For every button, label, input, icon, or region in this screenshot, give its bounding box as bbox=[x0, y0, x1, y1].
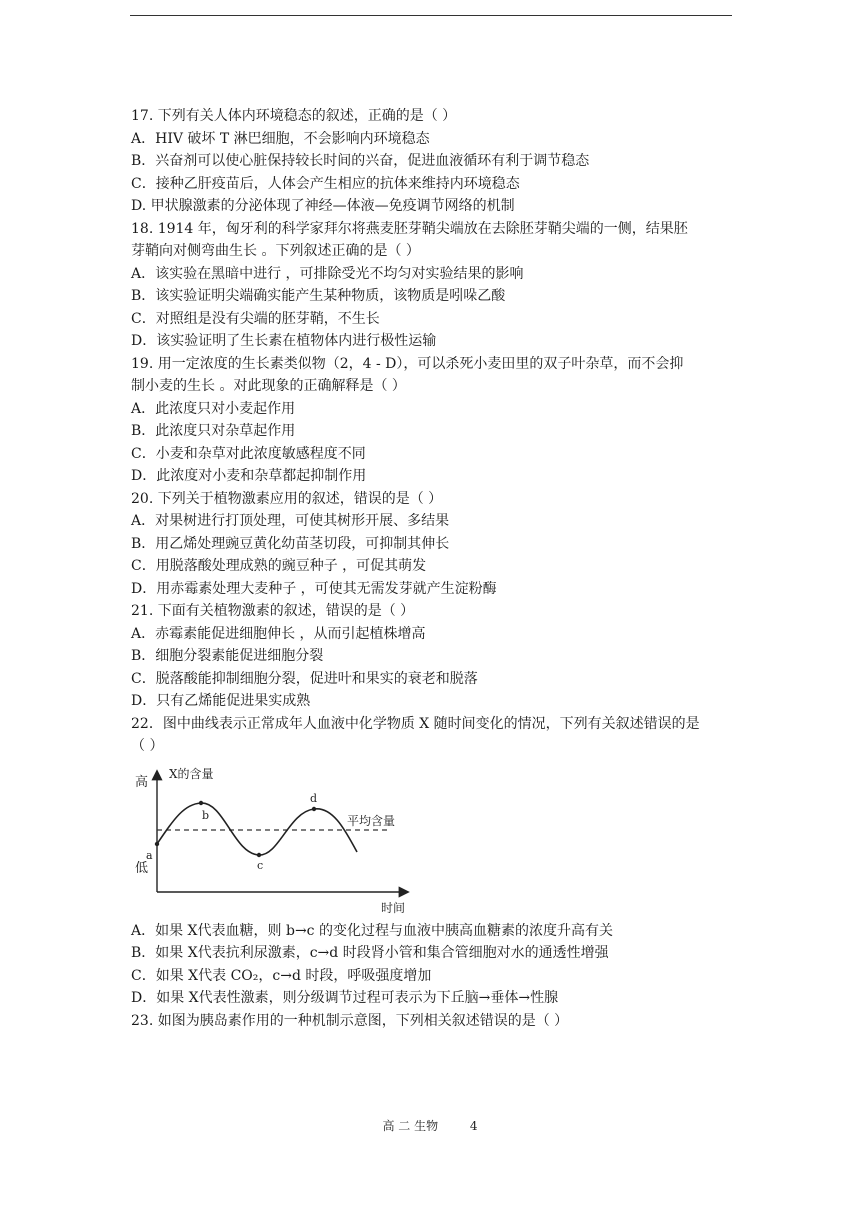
text-line: D. 甲状腺激素的分泌体现了神经—体液—免疫调节网络的机制 bbox=[131, 198, 515, 214]
point-a bbox=[155, 841, 159, 845]
footer-subject: 高 二 生物 bbox=[382, 1119, 439, 1133]
label-c: c bbox=[257, 858, 264, 872]
text-line: 19. 用一定浓度的生长素类似物（2，4 - D），可以杀死小麦田里的双子叶杂草，而不会抑 bbox=[131, 355, 684, 372]
text-line: D．该实验证明了生长素在植物体内进行极性运输 bbox=[131, 333, 437, 349]
text-line: B．如果 X代表抗利尿激素，c→d 时段肾小管和集合管细胞对水的通透性增强 bbox=[131, 945, 609, 961]
page-footer bbox=[0, 1117, 860, 1134]
text-line: 制小麦的生长 。对此现象的正确解释是（ ） bbox=[131, 378, 406, 394]
text-line: 17. 下列有关人体内环境稳态的叙述，正确的是（ ） bbox=[131, 108, 457, 124]
text-line: B．该实验证明尖端确实能产生某种物质，该物质是吲哚乙酸 bbox=[131, 288, 506, 304]
average-label: 平均含量 bbox=[347, 813, 396, 828]
text-line: C．用脱落酸处理成熟的豌豆种子 ，可促其萌发 bbox=[131, 558, 427, 574]
text-line: C．对照组是没有尖端的胚芽鞘，不生长 bbox=[131, 310, 380, 327]
text-line: B．细胞分裂素能促进细胞分裂 bbox=[131, 648, 324, 664]
question-22-options-and-23 bbox=[131, 920, 735, 1033]
y-axis-title: X的含量 bbox=[169, 766, 214, 781]
text-line: 20. 下列关于植物激素应用的叙述，错误的是（ ） bbox=[131, 490, 443, 507]
label-d: d bbox=[310, 791, 318, 805]
text-line: B．用乙烯处理豌豆黄化幼苗茎切段，可抑制其伸长 bbox=[131, 535, 450, 552]
text-line: A．HIV 破坏 T 淋巴细胞，不会影响内环境稳态 bbox=[131, 130, 430, 147]
text-line: A．该实验在黑暗中进行 ，可排除受光不均匀对实验结果的影响 bbox=[131, 265, 524, 282]
page-number: 4 bbox=[469, 1119, 478, 1133]
text-line: B．兴奋剂可以使心脏保持较长时间的兴奋，促进血液循环有利于调节稳态 bbox=[131, 153, 590, 169]
text-line: D．如果 X代表性激素，则分级调节过程可表示为下丘脑→垂体→性腺 bbox=[131, 990, 559, 1006]
text-line: A．如果 X代表血糖，则 b→c 的变化过程与血液中胰高血糖素的浓度升高有关 bbox=[131, 922, 613, 939]
text-line: A．对果树进行打顶处理，可使其树形开展、多结果 bbox=[131, 513, 450, 529]
x-content-graph bbox=[129, 764, 429, 914]
text-line: A．此浓度只对小麦起作用 bbox=[131, 400, 296, 417]
text-line: D．用赤霉素处理大麦种子 ，可使其无需发芽就产生淀粉酶 bbox=[131, 580, 497, 597]
text-line: 18. 1914 年，匈牙利的科学家拜尔将燕麦胚芽鞘尖端放在去除胚芽鞘尖端的一侧，结果胚 bbox=[131, 220, 688, 237]
text-line: C．小麦和杂草对此浓度敏感程度不同 bbox=[131, 445, 366, 462]
header-rule bbox=[130, 15, 732, 16]
text-line: 23. 如图为胰岛素作用的一种机制示意图，下列相关叙述错误的是（ ） bbox=[131, 1012, 569, 1029]
text-line: C．如果 X代表 CO₂，c→d 时段，呼吸强度增加 bbox=[131, 967, 432, 984]
x-curve bbox=[157, 802, 357, 854]
point-c bbox=[257, 852, 261, 856]
label-a: a bbox=[146, 848, 153, 862]
text-line: D．只有乙烯能促进果实成熟 bbox=[131, 693, 311, 709]
point-d bbox=[312, 806, 316, 810]
text-line: A．赤霉素能促进细胞伸长 ，从而引起植株增高 bbox=[131, 625, 426, 642]
questions-17-to-22 bbox=[131, 105, 735, 758]
text-line: B．此浓度只对杂草起作用 bbox=[131, 423, 296, 439]
graph-svg bbox=[129, 764, 429, 914]
text-line: 21. 下面有关植物激素的叙述，错误的是（ ） bbox=[131, 603, 415, 619]
text-line: C．脱落酸能抑制细胞分裂，促进叶和果实的衰老和脱落 bbox=[131, 670, 478, 687]
y-high-label: 高 bbox=[135, 774, 149, 790]
text-line: C．接种乙肝疫苗后，人体会产生相应的抗体来维持内环境稳态 bbox=[131, 175, 520, 192]
text-line: （ ） bbox=[131, 738, 164, 754]
label-b: b bbox=[202, 808, 210, 822]
text-line: D．此浓度对小麦和杂草都起抑制作用 bbox=[131, 468, 367, 484]
text-line: 芽鞘向对侧弯曲生长 。下列叙述正确的是（ ） bbox=[131, 243, 420, 259]
point-b bbox=[199, 800, 203, 804]
x-axis-title: 时间 bbox=[381, 900, 406, 914]
y-low-label: 低 bbox=[135, 860, 149, 876]
question-content bbox=[131, 105, 735, 1032]
text-line: 22．图中曲线表示正常成年人血液中化学物质 X 随时间变化的情况，下列有关叙述错误的是 bbox=[131, 715, 700, 732]
